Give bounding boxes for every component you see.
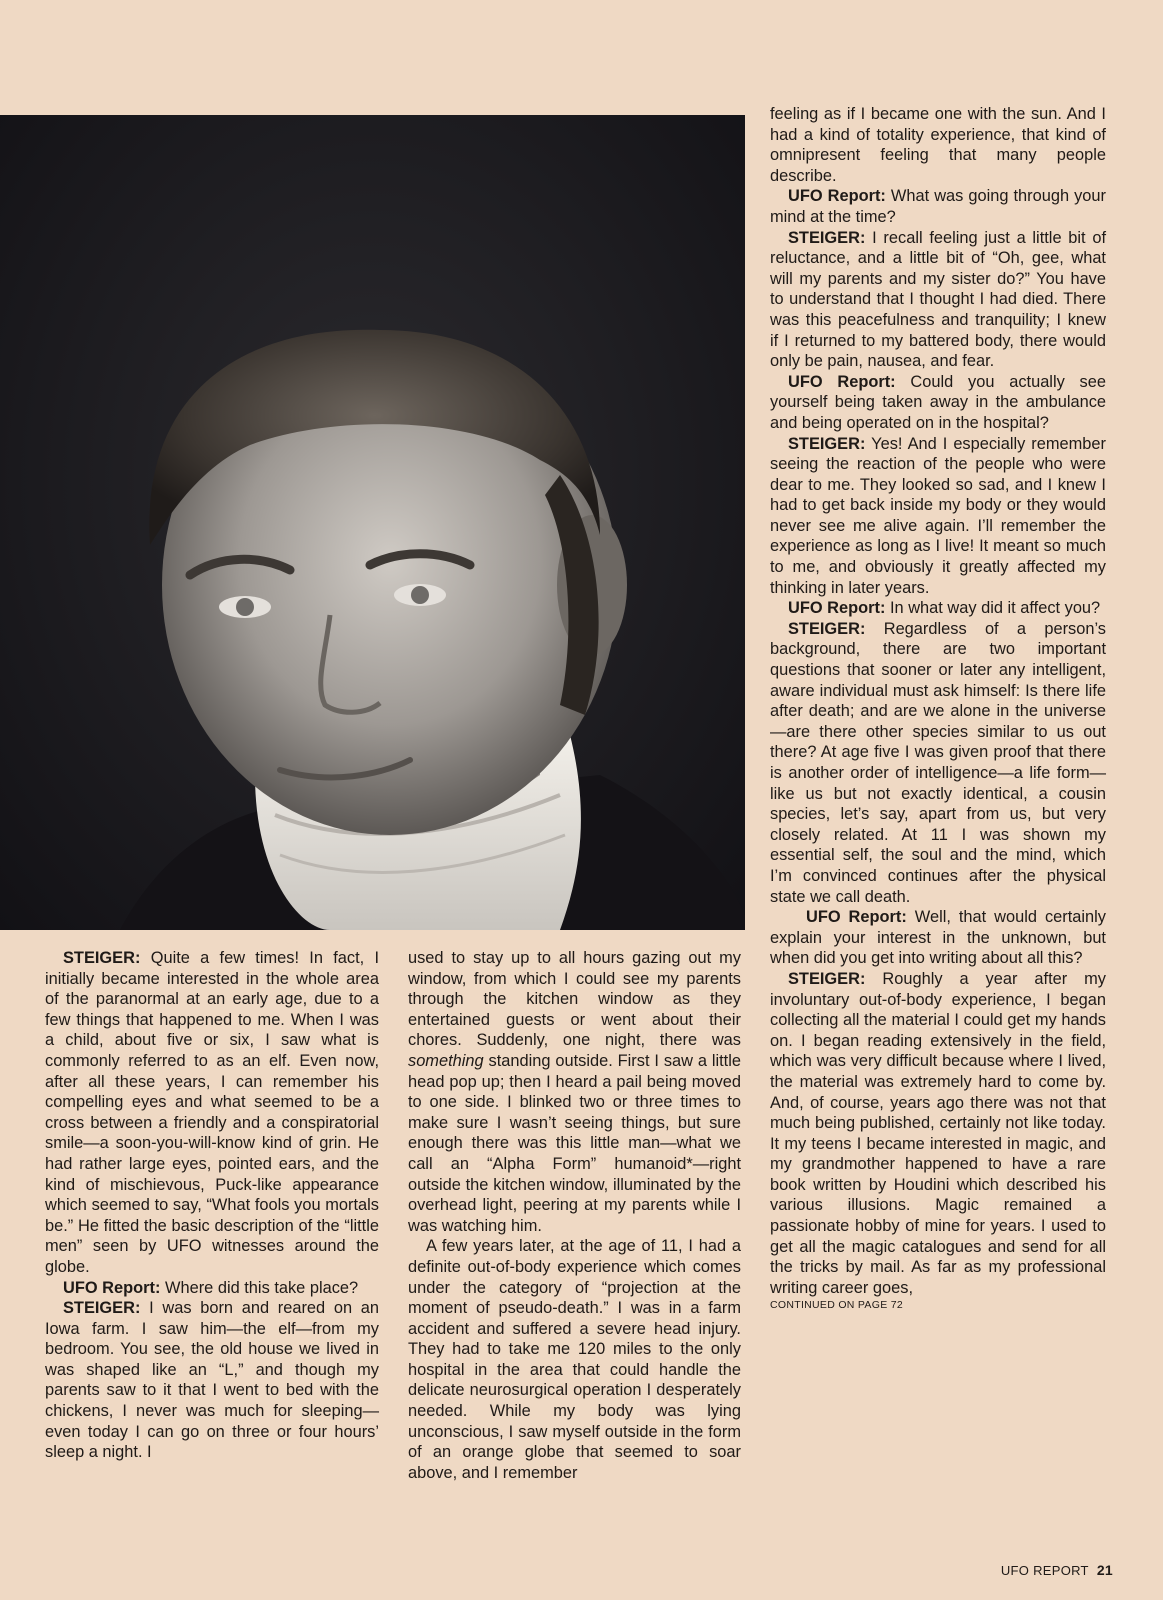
paragraph-text: A few years later, at the age of 11, I had a definite out-of-body experience which comes under the category of “projection at the moment of pseudo-death.” I was in a farm accident and suffered a severe head injury. They had to take me 120 miles to the only hospital in the area that could handle the delicate neurosurgical operation I desperately needed. While my body was lying unconscious, I saw myself outside in the form of an orange globe that seemed to soar above, and I remember (408, 1237, 741, 1482)
portrait-photo (0, 115, 745, 930)
paragraph-text: Yes! And I especially remember seeing the reaction of the people who were dear to me. They looked so sad, and I knew I had to get back inside my body or they would never see me alive again. I’ll remember the experience as long as I live! It meant so much to me, and obviously it greatly affected my thinking in later years. (770, 434, 1106, 597)
paragraph-text: I was born and reared on an Iowa farm. I saw him—the elf—from my bedroom. You see, the old house we lived in was shaped like an “L,” and though my parents saw to it that I went to bed with the chickens, I never was much for sleeping—even today I can go on three or four hours’ sleep a night. I (45, 1299, 379, 1462)
paragraph (770, 434, 1106, 599)
speaker-label: STEIGER: (63, 1299, 141, 1318)
paragraph (45, 1298, 379, 1463)
paragraph-text: What was going through your mind at the time? (770, 187, 1106, 226)
column-right (770, 104, 1106, 1312)
emphasis-text: something (408, 1051, 484, 1070)
speaker-label: STEIGER: (788, 434, 866, 453)
paragraph (770, 228, 1106, 372)
page-folio (1001, 1562, 1113, 1578)
paragraph-text: feeling as if I became one with the sun. And I had a kind of totality experience, that kind of omnipresent feeling that many people describe. (770, 105, 1106, 185)
continued-note: CONTINUED ON PAGE 72 (770, 1299, 903, 1312)
paragraph (770, 104, 1106, 186)
paragraph-text: Roughly a year after my involuntary out-of-body experience, I began collecting all the material I could get my hands on. I began reading extensively in the field, which was very difficult because where I lived, the material was extremely hard to come by. And, of course, years ago there was not that much being published, certainly not like today. It my teens I became interested in magic, and my grandmother happened to have a rare book written by Houdini which described his various illusions. Magic remained a passionate hobby of mine for years. I used to get all the magic catalogues and send for all the tricks by mail. As far as my professional writing career goes, (770, 969, 1107, 1297)
speaker-label: UFO Report: (788, 187, 886, 206)
paragraph (408, 1236, 741, 1483)
paragraph (770, 619, 1106, 907)
column-left (45, 948, 379, 1463)
paragraph (45, 1278, 379, 1299)
portrait-illustration (0, 115, 745, 930)
speaker-label: STEIGER: (63, 949, 141, 967)
paragraph (770, 907, 1106, 969)
speaker-label: UFO Report: (63, 1278, 161, 1297)
page-number: 21 (1096, 1562, 1113, 1578)
paragraph-text: I recall feeling just a little bit of reluctance, and a little bit of “Oh, gee, what will my parents and my sister do?” You have to understand that I thought I had died. There was this peacefulness and tranquility; I knew if I returned to my battered body, there would only be pain, nausea, and fear. (770, 228, 1106, 371)
speaker-label: UFO Report: (788, 599, 886, 618)
paragraph-text: Could you actually see yourself being taken away in the ambulance and being operated on in the hospital? (770, 372, 1106, 432)
paragraph (770, 186, 1106, 227)
paragraph-text: Well, that would certainly explain your interest in the unknown, but when did you get into writing about all this? (770, 908, 1106, 968)
speaker-label: STEIGER: (788, 619, 866, 638)
speaker-label: UFO Report: (788, 372, 896, 391)
paragraph-text: In what way did it affect you? (890, 599, 1101, 618)
paragraph-text: standing outside. First I saw a little head pop up; then I heard a pail being moved to one side. I blinked two or three times to make sure I wasn’t seeing things, but sure enough there was this little man—what we call an “Alpha Form” humanoid*—right outside the kitchen window, illuminated by the overhead light, peering at my parents while I was watching him. (408, 1051, 741, 1235)
publication-name: UFO REPORT (1000, 1563, 1089, 1578)
speaker-label: STEIGER: (788, 969, 866, 988)
paragraph (770, 598, 1106, 619)
paragraph (408, 948, 741, 1236)
speaker-label: STEIGER: (788, 228, 866, 247)
paragraph (770, 372, 1106, 434)
paragraph (45, 948, 379, 1278)
paragraph-text: Quite a few times! In fact, I initially became interested in the whole area of the paranormal at an early age, due to a few things that happened to me. When I was a child, about five or six, I saw what is commonly referred to as an elf. Even now, after all these years, I can remember his compelling eyes and what seemed to be a cross between a friendly and a conspiratorial smile—a soon-you-will-know kind of grin. He had rather large eyes, pointed ears, and the kind of mischievous, Puck-like appearance which seemed to say, “What fools you mortals be.” He fitted the basic description of the “little men” seen by UFO witnesses around the globe. (45, 949, 380, 1276)
column-middle (408, 948, 741, 1483)
paragraph (770, 969, 1106, 1299)
paragraph-text: Regardless of a person’s background, there are two important questions that sooner or later any intelligent, aware individual must ask himself: Is there life after death; and are we alone in the universe—are there other species similar to us out there? At age five I was given proof that there is another order of intelligence—a life form—like us but not exactly identical, a cousin species, let’s say, apart from us, but very closely related. At 11 I was shown my essential self, the soul and the mind, which I’m convinced continues after the physical state we call death. (770, 619, 1106, 906)
paragraph-text: Where did this take place? (165, 1278, 359, 1297)
paragraph-text: used to stay up to all hours gazing out my window, from which I could see my parents through the kitchen window as they entertained guests or went about their chores. Suddenly, one night, there was (408, 949, 741, 1050)
speaker-label: UFO Report: (806, 908, 907, 927)
